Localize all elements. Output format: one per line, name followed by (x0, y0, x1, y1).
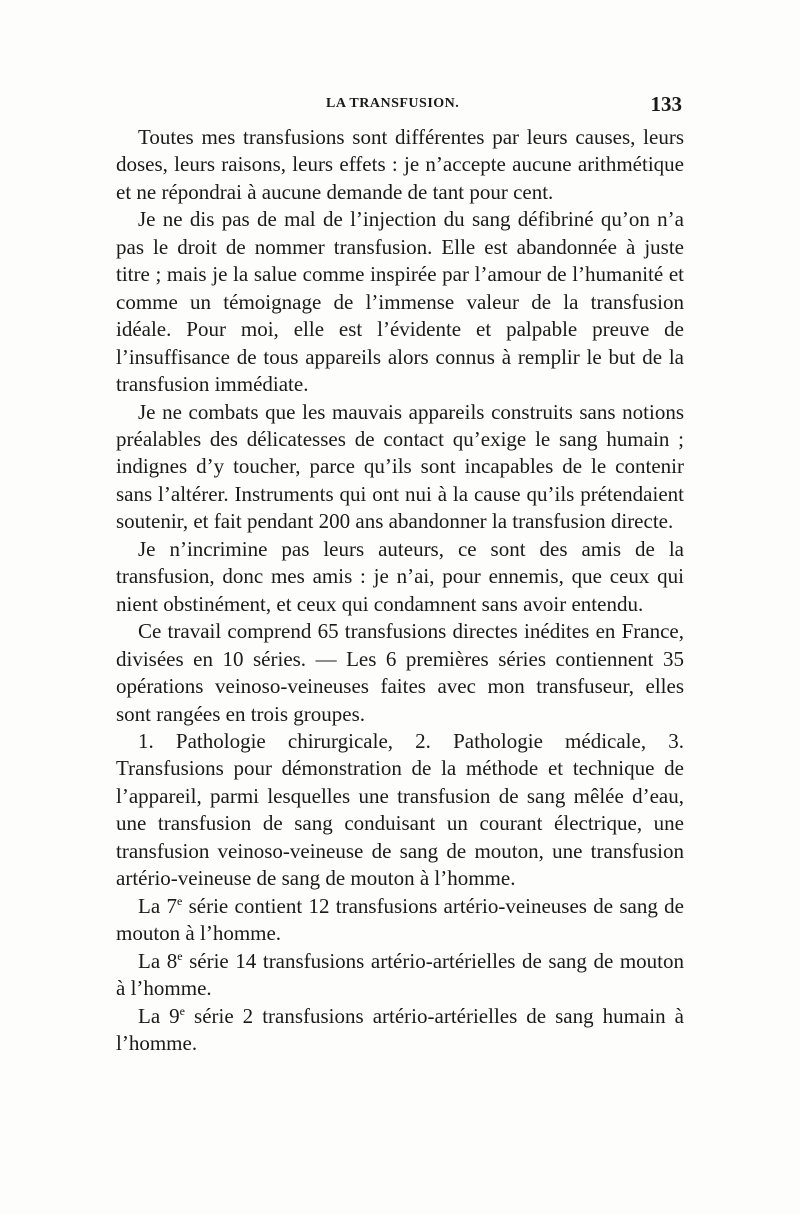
paragraph-groupes-pathologie: 1. Pathologie chirurgicale, 2. Pathologie médicale, 3. Transfusions pour démonstration de la méthode et technique de l’appareil, parmi lesquelles une transfusion de sang mêlée d’eau, une transfusion de sang conduisant un courant électrique, une transfusion veinoso-veineuse de sang de mouton, une transfusion artério-veineuse de sang de mouton à l’homme. (116, 728, 684, 891)
paragraph-serie-7 (116, 893, 684, 948)
page-number: 133 (650, 92, 682, 116)
running-title: LA TRANSFUSION. (326, 96, 460, 111)
paragraph-serie-8 (116, 948, 684, 1003)
paragraph-transfusions-differentes: Toutes mes transfusions sont différentes par leurs causes, leurs doses, leurs raisons, leurs effets : je n’accepte aucune arithmétique et ne répondrai à aucune demande de tant pour cent. (116, 125, 684, 204)
serie-7-prefix: La 7 (138, 893, 177, 918)
serie-8-prefix: La 8 (138, 948, 178, 973)
paragraph-sang-defibrine: Je ne dis pas de mal de l’injection du sang défibriné qu’on n’a pas le droit de nommer transfusion. Elle est abandonnée à juste titre ; mais je la salue comme inspirée par l’amour de l’humanité et comme un témoignage de l’immense valeur de la transfusion idéale. Pour moi, elle est l’évidente et palpable preuve de l’insuffisance de tous appareils alors connus à remplir le but de la transfusion immédiate. (116, 207, 684, 397)
paragraph-travail-65-transfusions: Ce travail comprend 65 transfusions directes inédites en France, divisées en 10 séries. — Les 6 premières séries contiennent 35 opérations veinoso-veineuses faites avec mon transfuseur, elles sont rangées en trois groupes. (116, 619, 684, 726)
serie-7-ordinal: e (176, 893, 183, 908)
serie-8-text: série 14 transfusions artério-artérielles de sang de mouton à l’homme. (116, 948, 684, 1001)
serie-9-ordinal: e (179, 1003, 185, 1018)
serie-9-text: série 2 transfusions artério-artérielles de sang humain à l’homme. (116, 1003, 684, 1055)
serie-8-ordinal: e (177, 948, 183, 963)
body-text (116, 124, 684, 1057)
serie-9-prefix: La 9 (138, 1003, 180, 1028)
paragraph-auteurs: Je n’incrimine pas leurs auteurs, ce sont des amis de la transfusion, donc mes amis : je n’ai, pour ennemis, que ceux qui nient obstinément, et ceux qui condamnent sans avoir entendu. (116, 536, 684, 616)
running-header (116, 92, 684, 120)
paragraph-serie-9 (116, 1003, 684, 1058)
serie-7-text: série contient 12 transfusions artério-veineuses de sang de mouton à l’homme. (116, 893, 684, 946)
paragraph-mauvais-appareils: Je ne combats que les mauvais appareils construits sans notions préalables des délicatesses de contact qu’exige le sang humain ; indignes d’y toucher, parce qu’ils sont incapables de le contenir sans l’altérer. Instruments qui ont nui à la cause qu’ils prétendaient soutenir, et fait pendant 200 ans abandonner la transfusion directe. (116, 399, 684, 534)
